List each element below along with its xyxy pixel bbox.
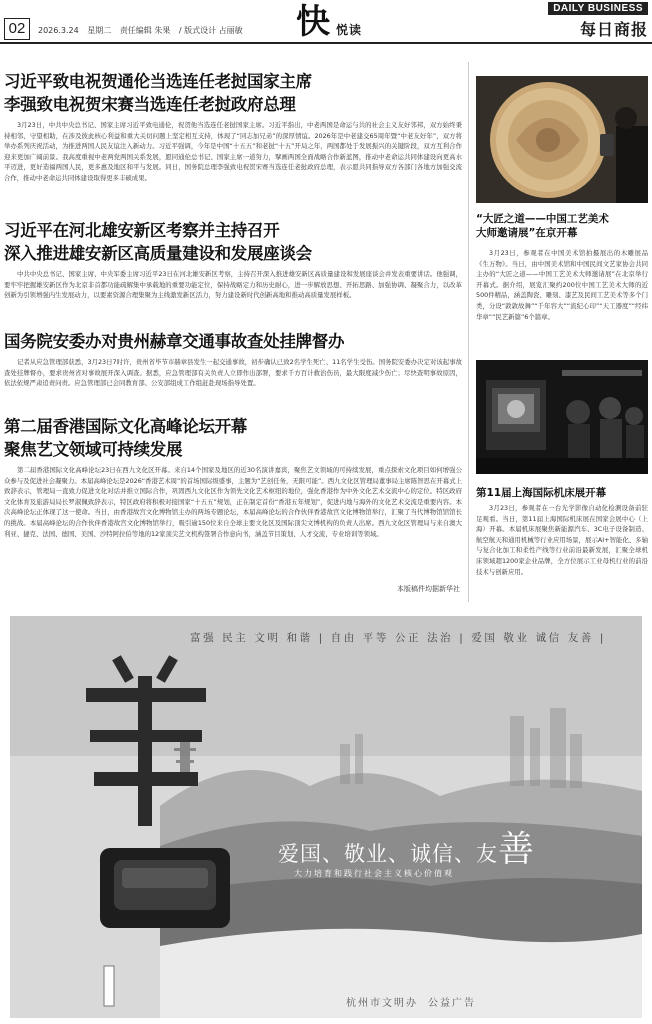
core-values-line: 富强 民主 文明 和谐 | 自由 平等 公正 法治 | 爱国 敬业 诚信 友善 |	[190, 632, 606, 644]
article-body: 第二届香港国际文化高峰论坛23日在西九文化区开幕。来自14个国家及地区的近30名演讲嘉宾，聚焦艺文领域的可持续发展，重点探索文化项目如何增强公众参与及促进社会凝聚力。本届高峰论坛是2026“香港艺术周”的首场国际级盛事，主题为“艺创任务，无限可能”。西九文化区管理局董事局主席陈智思在开幕式上致辞表示，管理局一直致力促进文化对话并推立国际合作，巩固西九文化区作为领先文化艺术枢纽的地位，强化香港作为中外文化艺术交流中心的定位。特区政府文化体育及旅游局局长罗淑佩致辞表示，特区政府将积极对接国家“十五五”规划，正在制定首份“香港五年规划”，促进内地与海外的文化艺术交流是重要内容。本次高峰论坛正体现了这一使命。当日，由香港故宫文化博物馆主办的两场专题论坛，本届高峰论坛的合作伙伴香港故宫文化博物馆举行，汇聚了当代博物馆馆馆长的挑战。本届高峰论坛的合作伙伴香港故宫文化博物馆举行，吸引逾150位来自全球主要文化区及国际顶尖文博机构的负责人出席。西九文化区管理局与来自澳大利亚、捷克、法国、德国、美国、沙特阿拉伯等地的12家顶尖艺文机构签署合作意向书，涵盖节目策划、人才交流、专业培训等领域。	[4, 466, 462, 538]
machine-tool-illustration	[476, 360, 648, 474]
designer-credit: / 版式设计 占丽敏	[178, 26, 243, 35]
article-headline	[4, 330, 462, 353]
column-divider	[468, 62, 469, 602]
headline-line-1: 习近平在河北雄安新区考察并主持召开	[4, 221, 280, 240]
headline-line-1: 习近平致电祝贺通伦当选连任老挝国家主席	[4, 72, 312, 91]
sponsor-name: 杭州市文明办	[346, 998, 418, 1009]
headline-line-2: 李强致电祝贺宋赛当选连任老挝政府总理	[4, 95, 296, 114]
wood-carving-illustration	[476, 76, 648, 203]
dateline	[38, 25, 249, 36]
article-guizhou-accident	[4, 330, 462, 389]
section-name: 悦读	[336, 23, 363, 37]
section-logo	[296, 3, 386, 41]
article-xiongan	[4, 219, 462, 301]
headline-line-2: 深入推进雄安新区高质量建设和发展座谈会	[4, 244, 312, 263]
article-body: 3月23日，中共中央总书记、国家主席习近平致电通伦，祝贺他当选连任老挝国家主席。习近平指出，中老两国是命运与共的社会主义友好邻邦，双方始终秉持相邻、守望相助，在涉及彼此核心利益和重大关切问题上坚定相互支持，体现了“同志加兄弟”的深厚情谊。2026年是中老建交65周年暨“中老友好年”，双方将举办系列庆祝活动，为推进两国人民友谊注入新动力。习近平强调，今年是中国“十五五”和老挝“十五”开局之年，两国都处于发展振兴的关键阶段，双方互利合作迎来更加广阔前景。我高度重视中老两党两国关系发展，愿同通伦总书记、国家主席一道努力，擘画两国全面战略合作新蓝图，推动中老命运共同体建设向更高水平迈进，更好造福两国人民，更多惠及地区和平与发展。同日，国务院总理李强致电祝贺宋赛当选连任老挝政府总理，表示愿共同指导双方各部门各地方加强交流合作，推动中老命运共同体建设取得更多丰硕成果。	[4, 121, 462, 182]
ad-subline: 大力培育和践行社会主义核心价值观	[294, 869, 454, 878]
photo-wood-carving	[476, 76, 648, 203]
brand-english: DAILY BUSINESS	[548, 2, 648, 15]
issue-weekday: 星期二	[87, 26, 112, 35]
editor-credit: 责任编辑 朱果	[119, 26, 171, 35]
sidebar-body-1: 3月23日，参观者在中国美术馆拍摄展出的木雕展品《生万物》。当日，由中国美术馆和中国民间文艺家协会共同主办的“大匠之道——中国工艺美术大师邀请展”在北京举行开幕式。据介绍，展览汇聚约200位中国工艺美术大师的近500件精品，涵盖陶瓷、雕刻、漆艺及民间工艺美术等多个门类，分设“敦敦故舞”“千年容大”“流纪心印”“天工器度”“经纬华章”“民艺新篇”6个篇章。	[476, 249, 648, 321]
ad-sponsor	[346, 994, 476, 1009]
article-hk-culture-forum	[4, 415, 462, 539]
headline-line-1: 国务院安委办对贵州赫章交通事故查处挂牌督办	[4, 332, 345, 351]
page-number: 02	[4, 18, 30, 40]
article-headline	[4, 219, 462, 265]
inkstone-art	[100, 848, 230, 928]
article-body: 记者从应急管理部获悉，3月23日7时许，贵州省毕节市赫章县发生一起交通事故，初步确认已致2名学生死亡、11名学生受伤。国务院安委办决定对该起事故查处挂牌督办，要求贵州省对事故展开深入调查。据悉，应急管理部有关负责人立即作出部署，要求千方百计救治伤员，最大限度减少伤亡；尽快查明事故原因，依法依规严肃追责问责。应急管理部已会同教育部、公安部组成工作组赶赴现场指导处置。	[4, 358, 462, 388]
photo-machine-tool-expo	[476, 360, 648, 474]
headline-line-1: 第二届香港国际文化高峰论坛开幕	[4, 417, 248, 436]
seal-mark	[104, 966, 114, 1006]
source-note: 本版稿件均据新华社	[397, 585, 460, 593]
brand-chinese: 每日商报	[579, 20, 648, 39]
public-service-ad	[10, 616, 642, 1018]
article-xi-laos	[4, 70, 462, 184]
ad-slogan	[278, 821, 535, 872]
section-char: 快	[296, 2, 330, 42]
sidebar-headline-1: “大匠之道——中国工艺美术 大师邀请展”在京开幕	[476, 213, 609, 239]
article-headline	[4, 70, 462, 116]
sidebar-headline-2: 第11届上海国际机床展开幕	[476, 487, 607, 499]
sidebar-body-2: 3月23日，参观者在一台光学影像自动化检测设备前驻足观看。当日，第11届上海国际机床展在国家会展中心（上海）开幕。本届机床展聚焦新能源汽车、3C电子设备制造、航空航天和通用机械等行业应用场景，展示AI+智能化、多轴与复合化加工和柔性产线等行业前沿最新发展，汇聚全球机床领域超1200家企业品牌，全方位展示工业母机行业的前沿技术与创新应用。	[476, 504, 648, 576]
headline-line-2: 聚焦艺文领域可持续发展	[4, 440, 183, 459]
article-headline	[4, 415, 462, 461]
issue-date: 2026.3.24	[38, 26, 79, 35]
article-body: 中共中央总书记、国家主席、中央军委主席习近平23日在河北雄安新区考察，主持召开深入推进雄安新区高质量建设和发展座谈会并发表重要讲话。他强调，要牢牢把握雄安新区作为北京非首都功能疏解集中承载地的重要功能定位，保持战略定力和历史耐心，进一步解放思想、开拓思路、加强协调、凝聚合力，以改革创新为引领增强内生发展动力，以要素资源合理集聚为主线激发新区活力，努力建设新时代创新高地和推动高质量发展样板。	[4, 270, 462, 300]
sponsor-tag: 公益广告	[428, 998, 476, 1009]
ad-slogan-main: 爱国、敬业、诚信、友	[278, 842, 498, 866]
masthead	[0, 0, 652, 44]
ad-slogan-big-char: 善	[498, 829, 536, 870]
ad-background-art	[10, 616, 642, 1018]
